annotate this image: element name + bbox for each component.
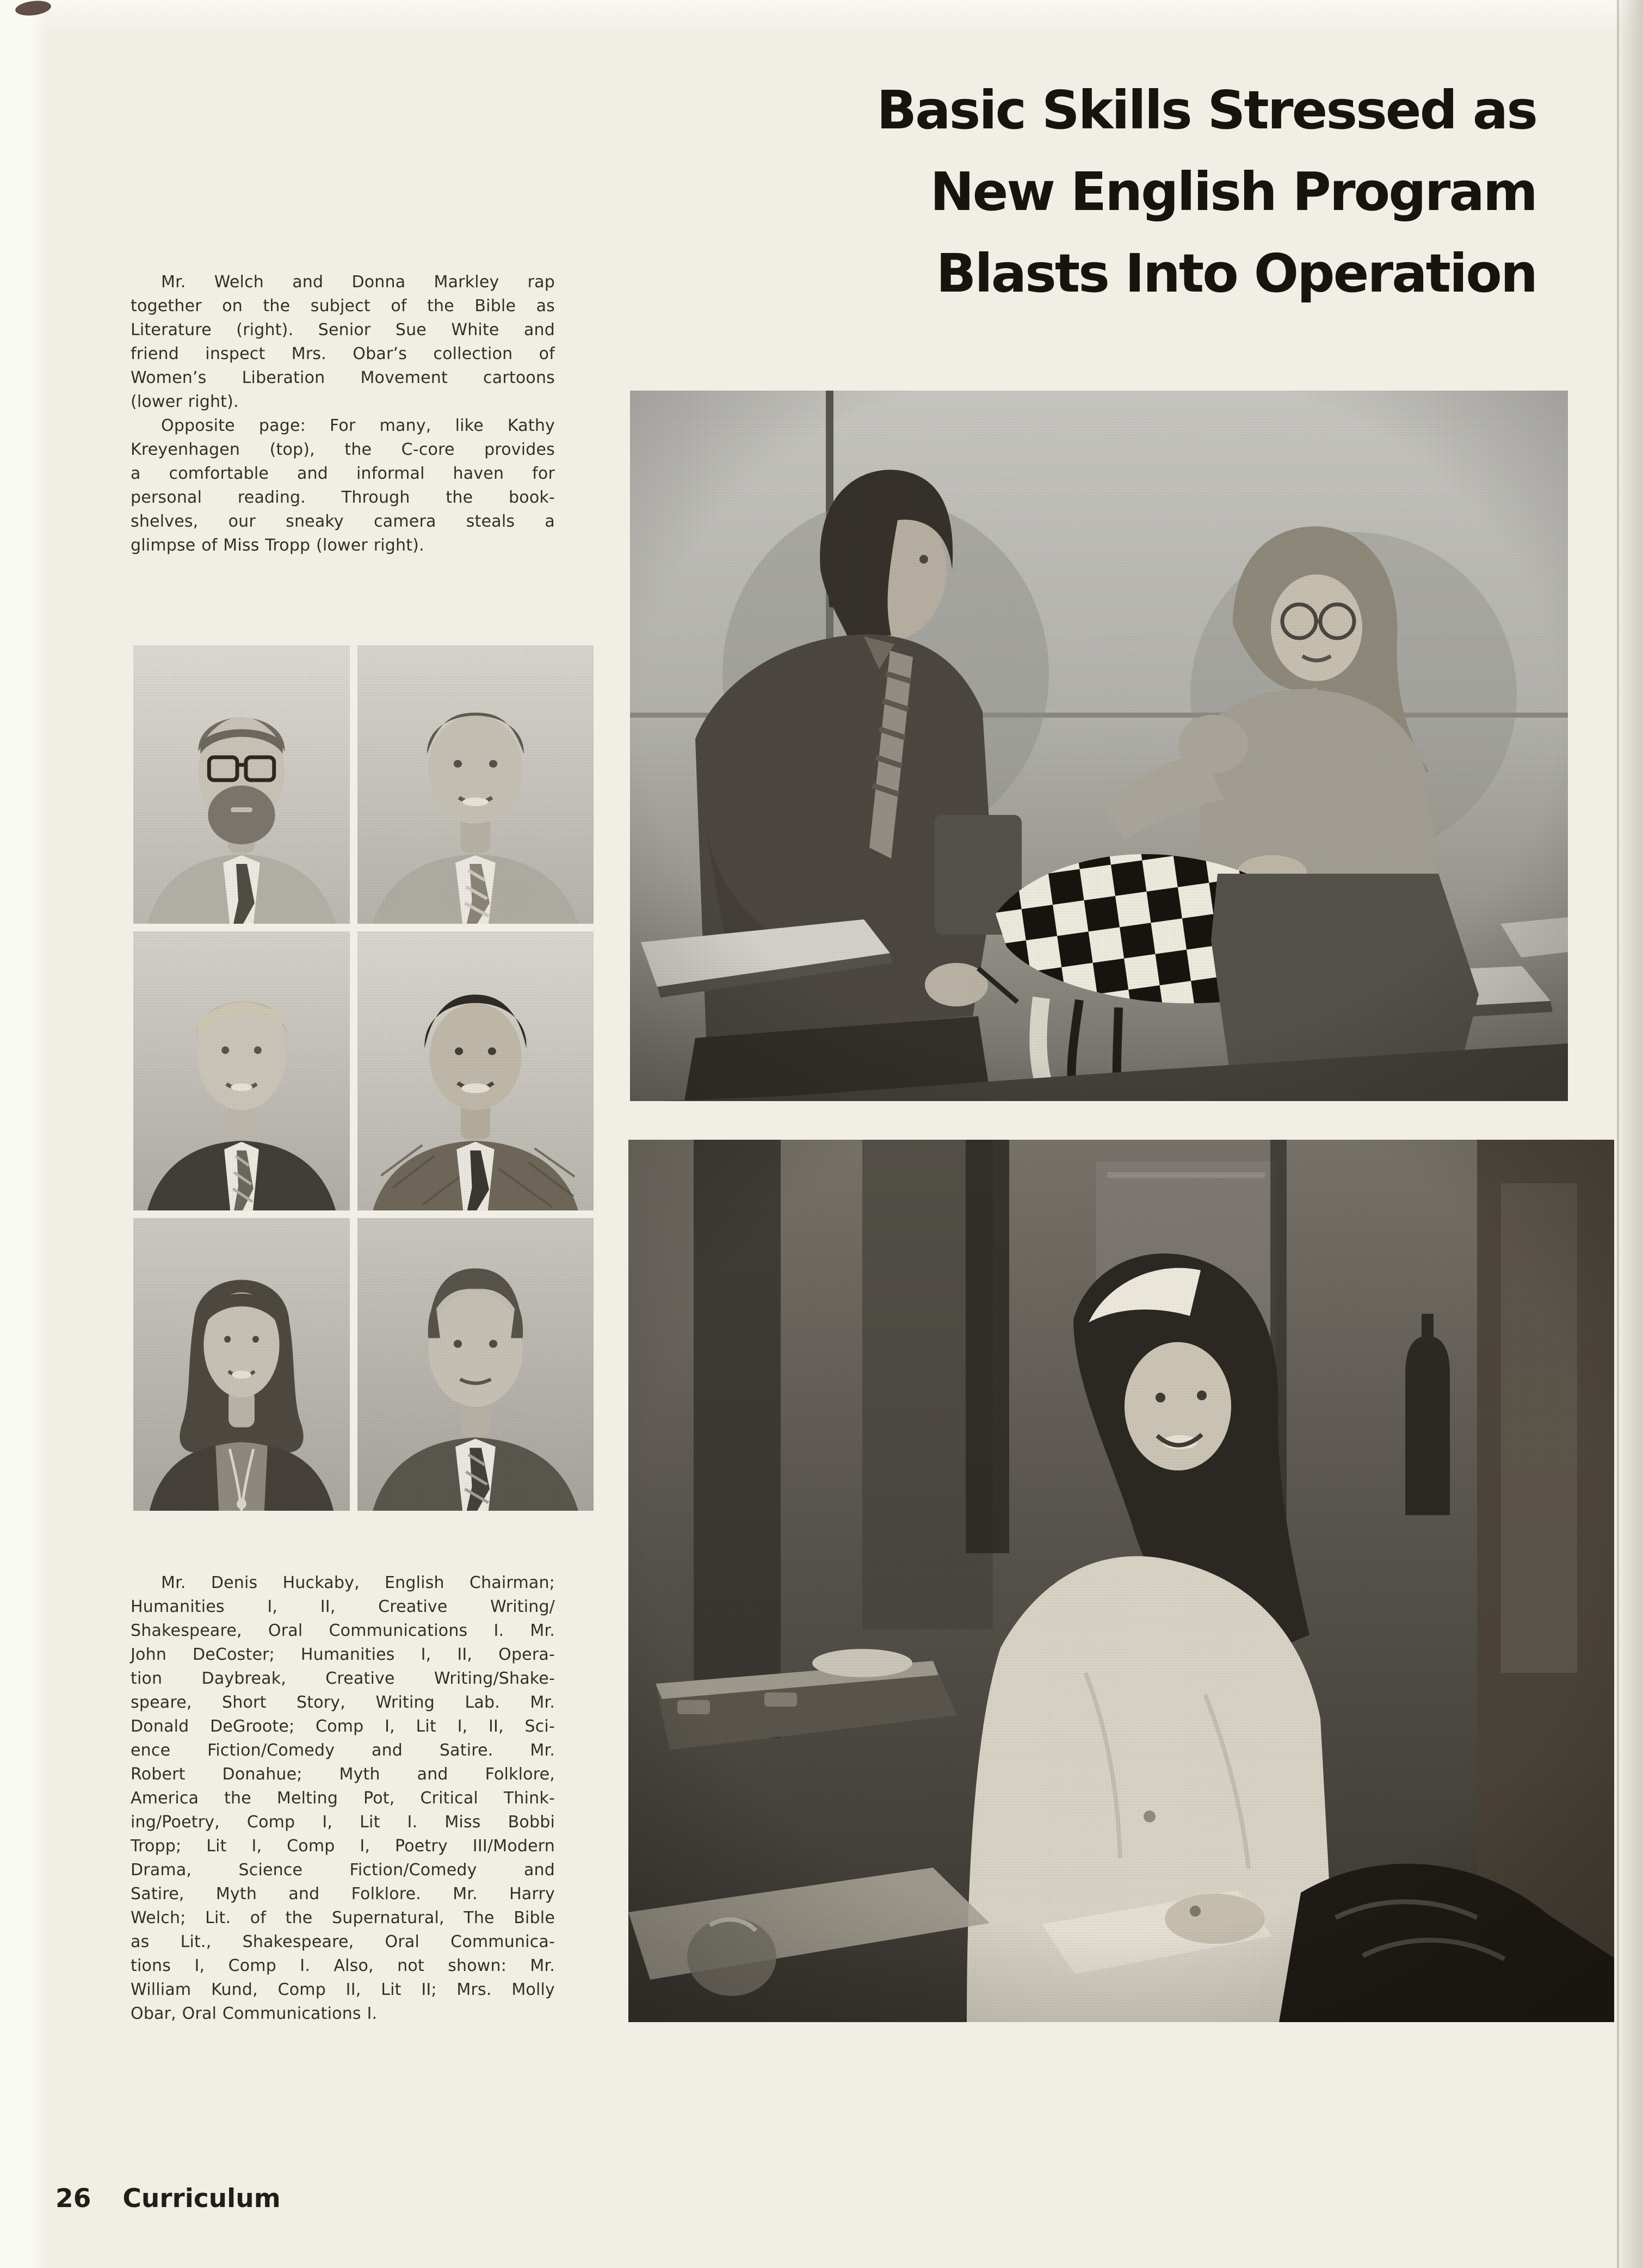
scan-top-edge (0, 0, 1643, 33)
text-line: Drama, Science Fiction/Comedy and (131, 1861, 555, 1880)
caption-paragraph-2 (131, 414, 555, 558)
text-line: William Kund, Comp II, Lit II; Mrs. Molly (131, 1980, 555, 1999)
caption-paragraph-1 (131, 270, 555, 414)
classroom-rap-photo (630, 391, 1568, 1101)
text-line: Tropp; Lit I, Comp I, Poetry III/Modern (131, 1837, 555, 1856)
text-line: Welch; Lit. of the Supernatural, The Bible (131, 1908, 555, 1927)
text-line: tions I, Comp I. Also, not shown: Mr. (131, 1956, 555, 1975)
text-line: Mr. Welch and Donna Markley rap (161, 273, 555, 292)
text-line: tion Daybreak, Creative Writing/Shake- (131, 1669, 555, 1688)
text-line: Literature (right). Senior Sue White and (131, 320, 555, 339)
text-line: ing/Poetry, Comp I, Lit I. Miss Bobbi (131, 1813, 555, 1832)
text-line: Kreyenhagen (top), the C-core provides (131, 440, 555, 459)
text-line: Shakespeare, Oral Communications I. Mr. (131, 1621, 555, 1640)
text-line: Opposite page: For many, like Kathy (161, 416, 555, 435)
caption-block (131, 270, 555, 558)
scan-left-edge (0, 0, 48, 2268)
text-line: New English Program (930, 161, 1536, 223)
text-line: Humanities I, II, Creative Writing/ (131, 1597, 555, 1616)
portrait-photo-welch (357, 1218, 594, 1511)
section-label: Curriculum (122, 2184, 281, 2214)
text-line: (lower right). (131, 392, 239, 411)
text-line: Donald DeGroote; Comp I, Lit I, II, Sci- (131, 1717, 555, 1736)
sue-white-photo (628, 1140, 1614, 2022)
faculty-caption-block (131, 1571, 555, 2026)
text-line: Basic Skills Stressed as (876, 79, 1536, 141)
text-line: a comfortable and informal haven for (131, 464, 555, 483)
text-line: speare, Short Story, Writing Lab. Mr. (131, 1693, 555, 1712)
text-line: Robert Donahue; Myth and Folklore, (131, 1765, 555, 1784)
text-line: glimpse of Miss Tropp (lower right). (131, 536, 424, 555)
page-footer (55, 2184, 281, 2214)
text-line: Satire, Myth and Folklore. Mr. Harry (131, 1884, 555, 1904)
text-line: together on the subject of the Bible as (131, 296, 555, 316)
portrait-photo-degroote (133, 931, 350, 1210)
text-line: Mr. Denis Huckaby, English Chairman; (161, 1573, 555, 1592)
text-line: friend inspect Mrs. Obar’s collection of (131, 344, 555, 363)
text-line: Women’s Liberation Movement cartoons (131, 368, 555, 387)
faculty-portrait-grid (133, 645, 594, 1511)
text-line: personal reading. Through the book- (131, 488, 555, 507)
portrait-photo-huckaby (133, 645, 350, 924)
text-line: America the Melting Pot, Critical Think- (131, 1789, 555, 1808)
portrait-photo-donahue (357, 931, 594, 1210)
page-right-shadow (1616, 0, 1643, 2268)
page-headline (876, 70, 1536, 314)
text-line: ence Fiction/Comedy and Satire. Mr. (131, 1741, 555, 1760)
text-line: Blasts Into Operation (936, 243, 1536, 304)
portrait-photo-decoster (357, 645, 594, 924)
page-number: 26 (55, 2184, 91, 2214)
text-line: as Lit., Shakespeare, Oral Communica- (131, 1932, 555, 1951)
text-line: Obar, Oral Communications I. (131, 2004, 378, 2023)
portrait-photo-tropp (133, 1218, 350, 1511)
text-line: John DeCoster; Humanities I, II, Opera- (131, 1645, 555, 1664)
text-line: shelves, our sneaky camera steals a (131, 512, 555, 531)
